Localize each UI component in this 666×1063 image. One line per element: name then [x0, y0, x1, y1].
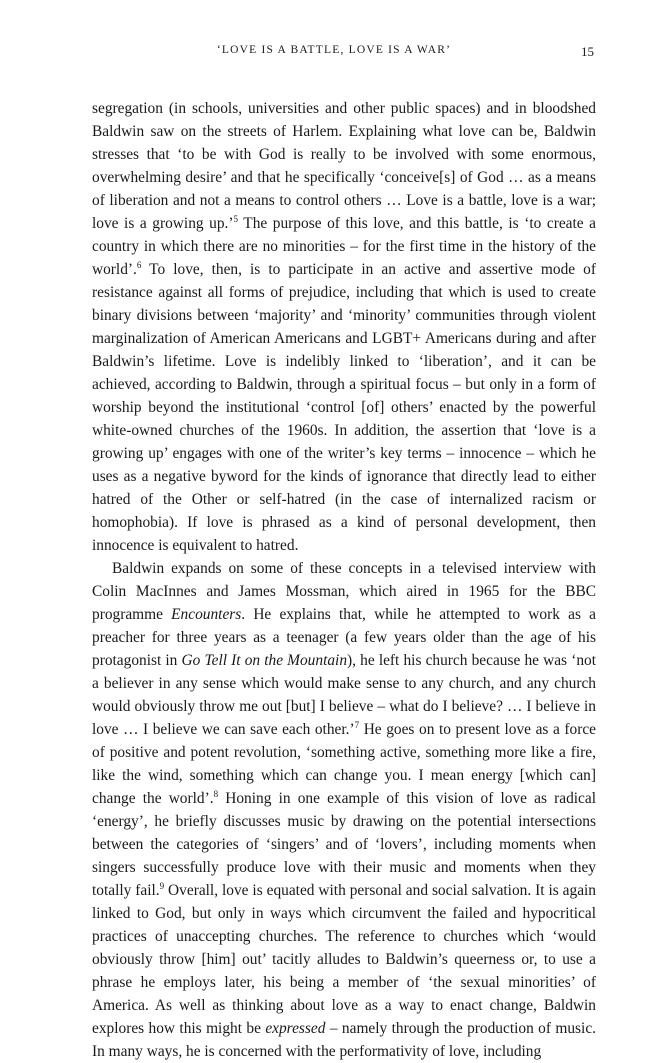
- text-run: . He explains that, while he attempted to work as a preacher for three years as a teenager (a few years older than the age of his protagonist in: [92, 606, 596, 669]
- paragraph-2: [92, 557, 596, 1063]
- text-run: Honing in one example of this vision of love as radical ‘energy’, he briefly discusses music by drawing on the potential intersections between the categories of ‘singers’ and of ‘lovers’, including moments when singers successfully produce love with their music and moments when they totally fail.: [92, 790, 596, 899]
- footnote-ref: 6: [136, 259, 142, 270]
- running-head: ‘LOVE IS A BATTLE, LOVE IS A WAR’: [216, 44, 452, 56]
- italic-title: Go Tell It on the Mountain: [181, 652, 348, 669]
- footnote-ref: 5: [233, 213, 239, 224]
- text-run: segregation (in schools, universities and other public spaces) and in bloodshed Baldwin saw on the streets of Harlem. Explaining what love can be, Baldwin stresses that ‘to be with God is really to be involved with some enormous, overwhelming desire’ and that he specifically ‘conceive[s] of God … as a means of liberation and not a means to control others … Love is a battle, love is a war; love is a growing up.’: [92, 100, 596, 232]
- body-text: [92, 97, 596, 1063]
- text-run: Baldwin expands on some of these concepts in a televised interview with Colin MacInnes and James Mossman, which aired in 1965 for the BBC programme: [92, 560, 596, 623]
- footnote-ref: 7: [354, 719, 360, 730]
- text-run: He goes on to present love as a force of positive and potent revolution, ‘something active, something more like a fire, like the wind, something which can change you. I mean energy [which can] change the world’.: [92, 721, 596, 807]
- italic-title: Encounters: [171, 606, 242, 623]
- text-run: ), he left his church because he was ‘not a believer in any sense which would make sense to any church, and any church would obviously throw me out [but] I believe – what do I believe? … I believe in love … I believe we can save each other.’: [92, 652, 596, 738]
- page-number: 15: [581, 44, 594, 59]
- text-run: Overall, love is equated with personal and social salvation. It is again linked to God, but only in ways which circumvent the failed and hypocritical practices of unaccepting churches. The reference to churches which ‘would obviously throw [him] out’ tacitly alludes to Baldwin’s queerness or, to use a phrase he employs later, his being a member of ‘the sexual minorities’ of America. As well as thinking about love as a way to enact change, Baldwin explores how this might be: [92, 882, 596, 1037]
- italic-title: expressed: [265, 1020, 326, 1037]
- footnote-ref: 8: [213, 788, 219, 799]
- paragraph-1: [92, 97, 596, 557]
- text-run: The purpose of this love, and this battle, is ‘to create a country in which there are no minorities – for the first time in the history of the world’.: [92, 215, 596, 278]
- text-run: To love, then, is to participate in an active and assertive mode of resistance against all forms of prejudice, including that which is used to create binary divisions between ‘majority’ and ‘minority’ communities through violent marginalization of American Americans and LGBT+ Americans during and after Baldwin’s lifetime. Love is indelibly linked to ‘liberation’, and it can be achieved, according to Baldwin, through a spiritual focus – but only in a form of worship beyond the institutional ‘control [of] others’ enacted by the powerful white-owned churches of the 1960s. In addition, the assertion that ‘love is a growing up’ engages with one of the writer’s key terms – innocence – which he uses as a negative byword for the kinds of ignorance that directly lead to either hatred of the Other or self-hatred (in the case of internalized racism or homophobia). If love is phrased as a kind of personal development, then innocence is equivalent to hatred.: [92, 261, 596, 554]
- footnote-ref: 9: [159, 880, 165, 891]
- text-run: – namely through the production of music. In many ways, he is concerned with the performativity of love, including: [92, 1020, 596, 1060]
